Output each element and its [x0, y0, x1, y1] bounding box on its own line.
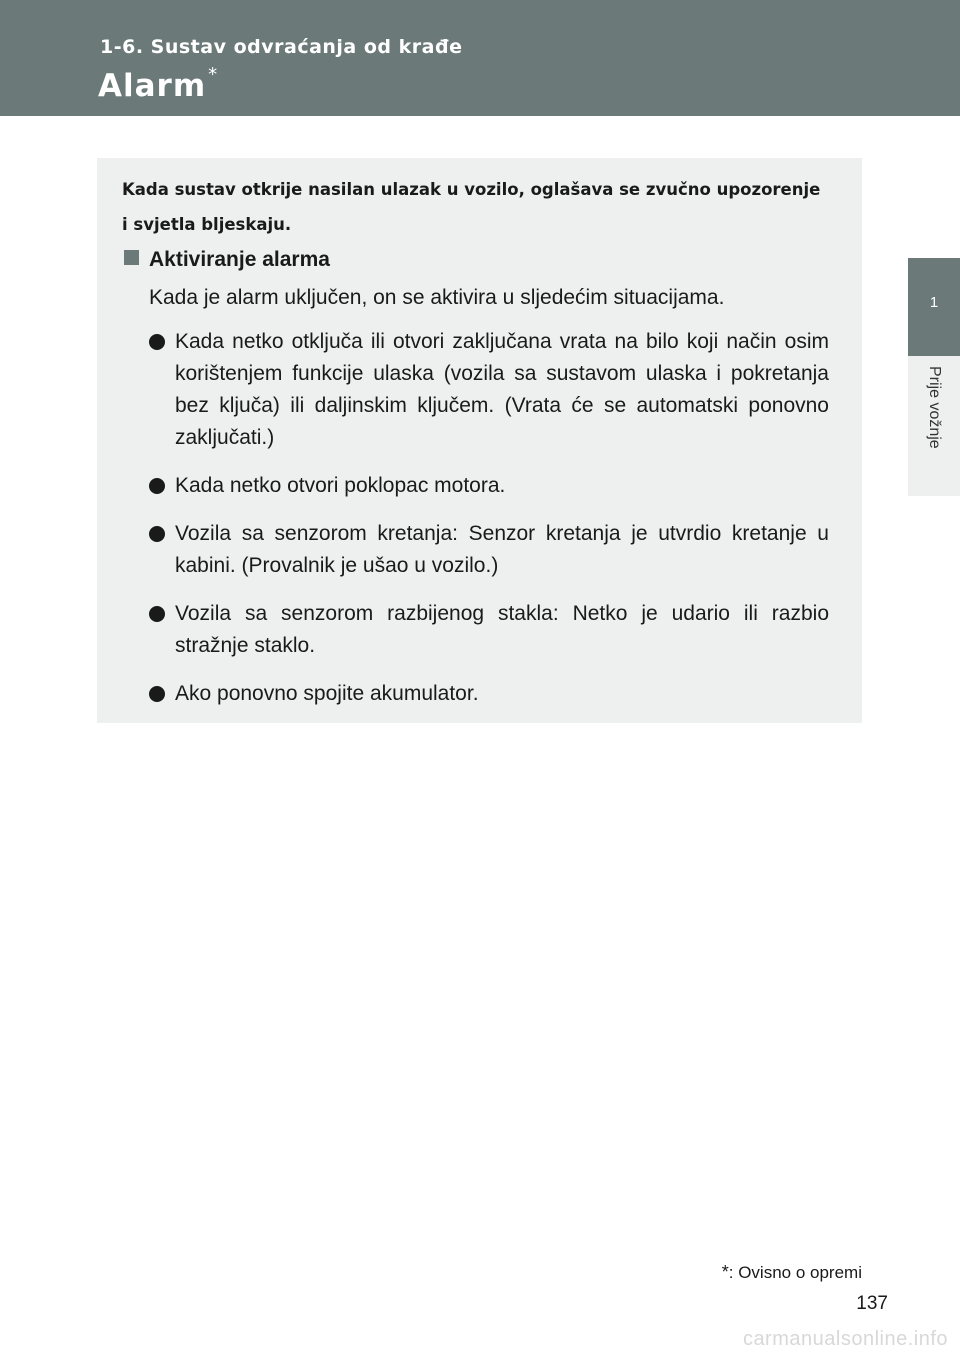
bullet-dot-icon [149, 526, 165, 542]
list-item [149, 598, 829, 662]
asterisk-icon: * [208, 64, 219, 85]
asterisk-icon: * [721, 1262, 729, 1282]
section-label: 1-6. Sustav odvraćanja od krađe [100, 36, 463, 58]
footnote-text: : Ovisno o opremi [728, 1263, 862, 1282]
list-item [149, 326, 829, 454]
intro-text: Kada sustav otkrije nasilan ulazak u vozilo, oglašava se zvučno upozorenje i svjetla bljeskaju. [122, 180, 821, 234]
chapter-number: 1 [929, 294, 939, 311]
chapter-tab [908, 258, 960, 356]
page-title [98, 64, 219, 104]
list-item [149, 678, 829, 710]
list-item-text: Vozila sa senzorom kretanja: Senzor kretanja je utvrdio kretanje u kabini. (Provalnik je ušao u vozilo.) [175, 522, 829, 577]
chapter-label: Prije vožnje [926, 366, 943, 449]
subheading-text: Aktiviranje alarma [149, 248, 330, 271]
list-item-text: Kada netko otključa ili otvori zaključana vrata na bilo koji način osim korištenjem funkcije ulaska (vozila sa sustavom ulaska i pokretanja bez ključa) ili daljinskim ključem. (Vrata će se automatski ponovno zaključati.) [175, 330, 829, 449]
subheading [124, 246, 330, 274]
list-item [149, 518, 829, 582]
bullet-list [149, 326, 829, 726]
bullet-dot-icon [149, 334, 165, 350]
list-item-text: Ako ponovno spojite akumulator. [175, 682, 479, 705]
bullet-dot-icon [149, 686, 165, 702]
list-item-text: Kada netko otvori poklopac motora. [175, 474, 506, 497]
footnote [722, 1262, 862, 1283]
list-item-text: Vozila sa senzorom razbijenog stakla: Netko je udario ili razbio stražnje staklo. [175, 602, 829, 657]
lead-text: Kada je alarm uključen, on se aktivira u sljedećim situacijama. [149, 286, 725, 309]
chapter-label-tab [908, 356, 960, 496]
list-item [149, 470, 829, 502]
bullet-dot-icon [149, 478, 165, 494]
square-bullet-icon [124, 250, 139, 265]
page-title-text: Alarm [98, 68, 207, 104]
bullet-dot-icon [149, 606, 165, 622]
watermark: carmanualsonline.info [742, 1328, 948, 1350]
page-number: 137 [856, 1293, 888, 1314]
